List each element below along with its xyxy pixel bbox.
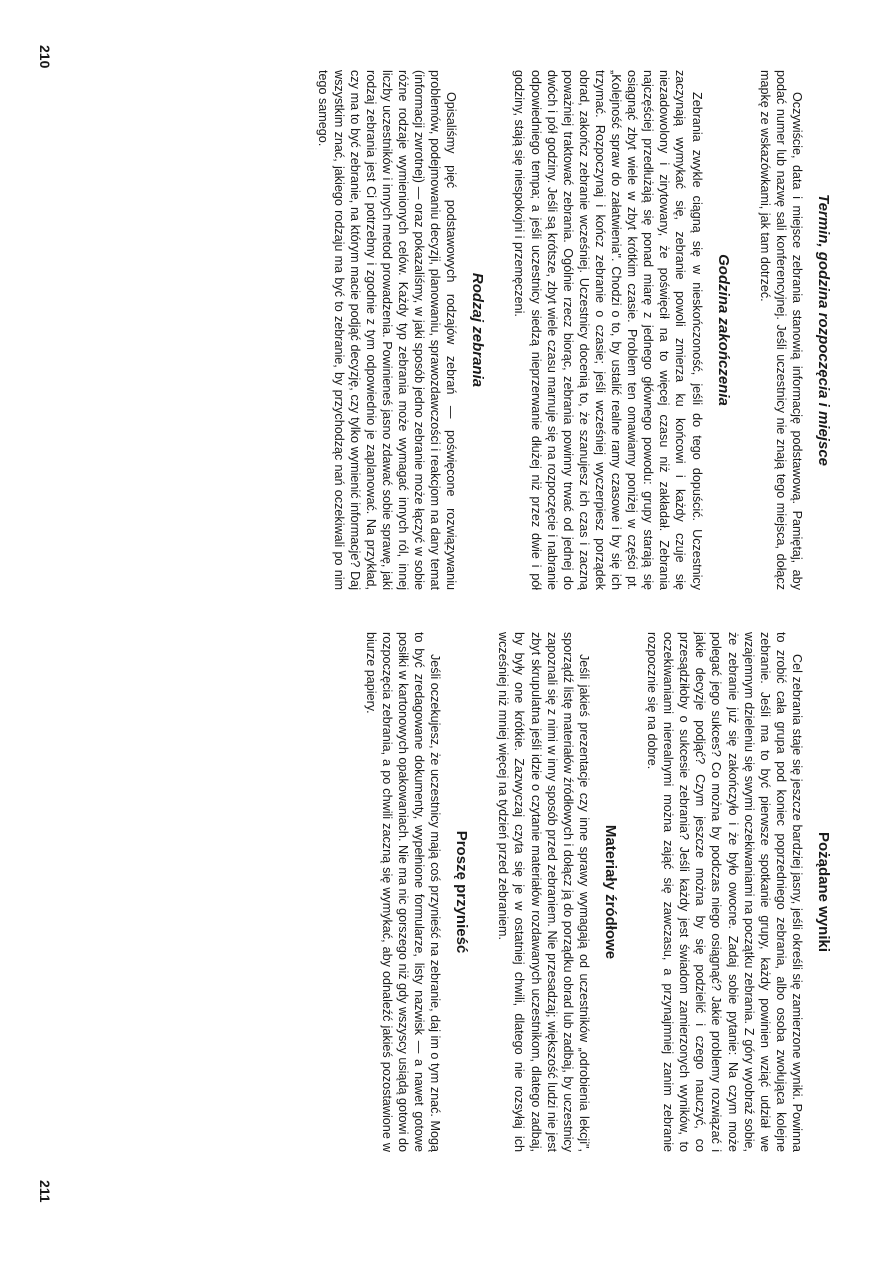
section-heading: Godzina zakończenia — [714, 254, 732, 406]
section-heading: Termin, godzina rozpoczęcia i miejsce — [815, 193, 832, 467]
section-heading: Pożądane wyniki — [815, 831, 832, 953]
section-heading: Materiały źródłowe — [601, 824, 619, 960]
section-heading: Rodzaj zebrania — [469, 272, 487, 388]
page-number-left: 210 — [37, 45, 53, 69]
section-heading: Proszę przynieść — [453, 830, 471, 954]
section-paragraph: Zebrania zwykle ciągną się w nieskończoność, jeśli do tego dopuścić. Uczestnicy zaczynają wymykać się, zebranie powoli zmierza ku końcowi i każdy czuje się niezadowolony i zirytowany, że poświęcił na to więcej czasu niż zakładał. Zebrania najczęściej przedłużają się ponad miarę z jednego głównego powodu: grupy starają się osiągnąć zbyt wiele w zbyt krótkim czasie. Problem ten omawiamy poniżej w części pt. „Kolejność spraw do załatwienia". Chodzi o to, by ustalić realne ramy czasowe i by się ich trzymać. Rozpoczynaj i kończ zebranie o czasie; jeśli wcześniej wyczerpiesz porządek obrad, zakończ zebranie wcześniej. Uczestnicy docenią to, że szanujesz ich czas i zaczną poważniej traktować zebrania. Ogólnie rzecz biorąc, zebrania powinny trwać od jednej do dwóch i pół godziny. Jeśli są krótsze, zbyt wiele czasu marnuje się na rozpoczęcie i nabranie odpowiedniego tempa; a jeśli uczestnicy siedzą nieprzerwanie dłużej niż przez dwie i pół godziny, stają się niespokojni i przemęczeni. — [512, 70, 704, 590]
right-page-column — [363, 632, 831, 1152]
section-paragraph: Jeśli oczekujesz, że uczestnicy mają coś przynieść na zebranie, daj im o tym znać. Mogą to być zredagowane dokumenty, wypełnione formularze, listy nazwisk — a nawet gotowe posiłki w kartonowych opakowaniach. Nie ma nic gorszego niż gdy wszyscy usiądą gotowi do rozpoczęcia zebrania, a po chwili zaczną się wymykać, aby odnaleźć jakieś pozostawione w biurze papiery. — [363, 632, 443, 1152]
section-paragraph: Cel zebrania staje się jeszcze bardziej jasny, jeśli określi się zamierzone wyniki. Powinna to zrobić cała grupa pod koniec poprzedniego zebrania, albo osoba zwołująca kolejne zebranie. Jeśli ma to być pierwsze spotkanie grupy, każdy powinien wziąć udział we wzajemnym dzieleniu się swymi oczekiwaniami na początku zebrania. Z góry wyobraź sobie, że zebranie już się zakończyło i że było owocne. Zadaj sobie pytanie: Na czym może polegać jego sukces? Co można by podczas niego osiągnąć? Jakie problemy rozwiązać i jakie decyzje podjąć? Czym jeszcze można by się podzielić i czego nauczyć, co przesądziłoby o sukcesie zebrania? Jeśli każdy jest świadom zamierzonych wyników, to oczekiwaniami nierealnymi można zająć się zawczasu, a przynajmniej zanim zebranie rozpocznie się na dobre. — [645, 632, 804, 1152]
left-page-column — [314, 70, 831, 590]
section-paragraph: Opisaliśmy pięć podstawowych rodzajów zebrań — poświęcone rozwiązywaniu problemów, podejmowaniu decyzji, planowaniu, sprawozdawczości i reakcjom na dany temat (informacji zwrotnej) — oraz pokazaliśmy, w jaki sposób jedno zebranie może łączyć w sobie różne rodzaje wymienionych celów. Każdy typ zebrania może wymagać innych ról, innej liczby uczestników i innych metod prowadzenia. Powinieneś jasno zdawać sobie sprawę, jaki rodzaj zebrania jest Ci potrzebny i zgodnie z tym odpowiednio je zaplanować. Na przykład, czy ma to być zebranie, na którym macie podjąć decyzję, czy tylko wymienić informacje? Daj wszystkim znać, jakiego rodzaju ma być to zebranie, by przychodząc nań oczekiwali po nim tego samego. — [315, 70, 459, 590]
section-paragraph: Oczywiście, data i miejsce zebrania stanowią informację podstawową. Pamiętaj, aby podać numer lub nazwę sali konferencyjnej. Jeśli uczestnicy nie znają tego miejsca, dołącz mapkę ze wskazówkami, jak tam dotrzeć. — [757, 70, 804, 590]
section-paragraph: Jeśli jakieś prezentacje czy inne sprawy wymagają od uczestników „odrobienia lekcji", sporządź listę materiałów źródłowych i dołącz ją do porządku obrad lub zadbaj, by uczestnicy zapoznali się z nimi w inny sposób przed zebraniem. Nie przesadzaj; większość ludzi nie jest zbyt skrupulatna jeśli idzie o czytanie materiałów rozdawanych uczestnikom, dlatego zadbaj, by były one krótkie. Zazwyczaj czyta się je w ostatniej chwili, dlatego nie rozsyłaj ich wcześniej niż mniej więcej na tydzień przed zebraniem. — [496, 632, 591, 1152]
page-number-right: 211 — [37, 1180, 53, 1203]
